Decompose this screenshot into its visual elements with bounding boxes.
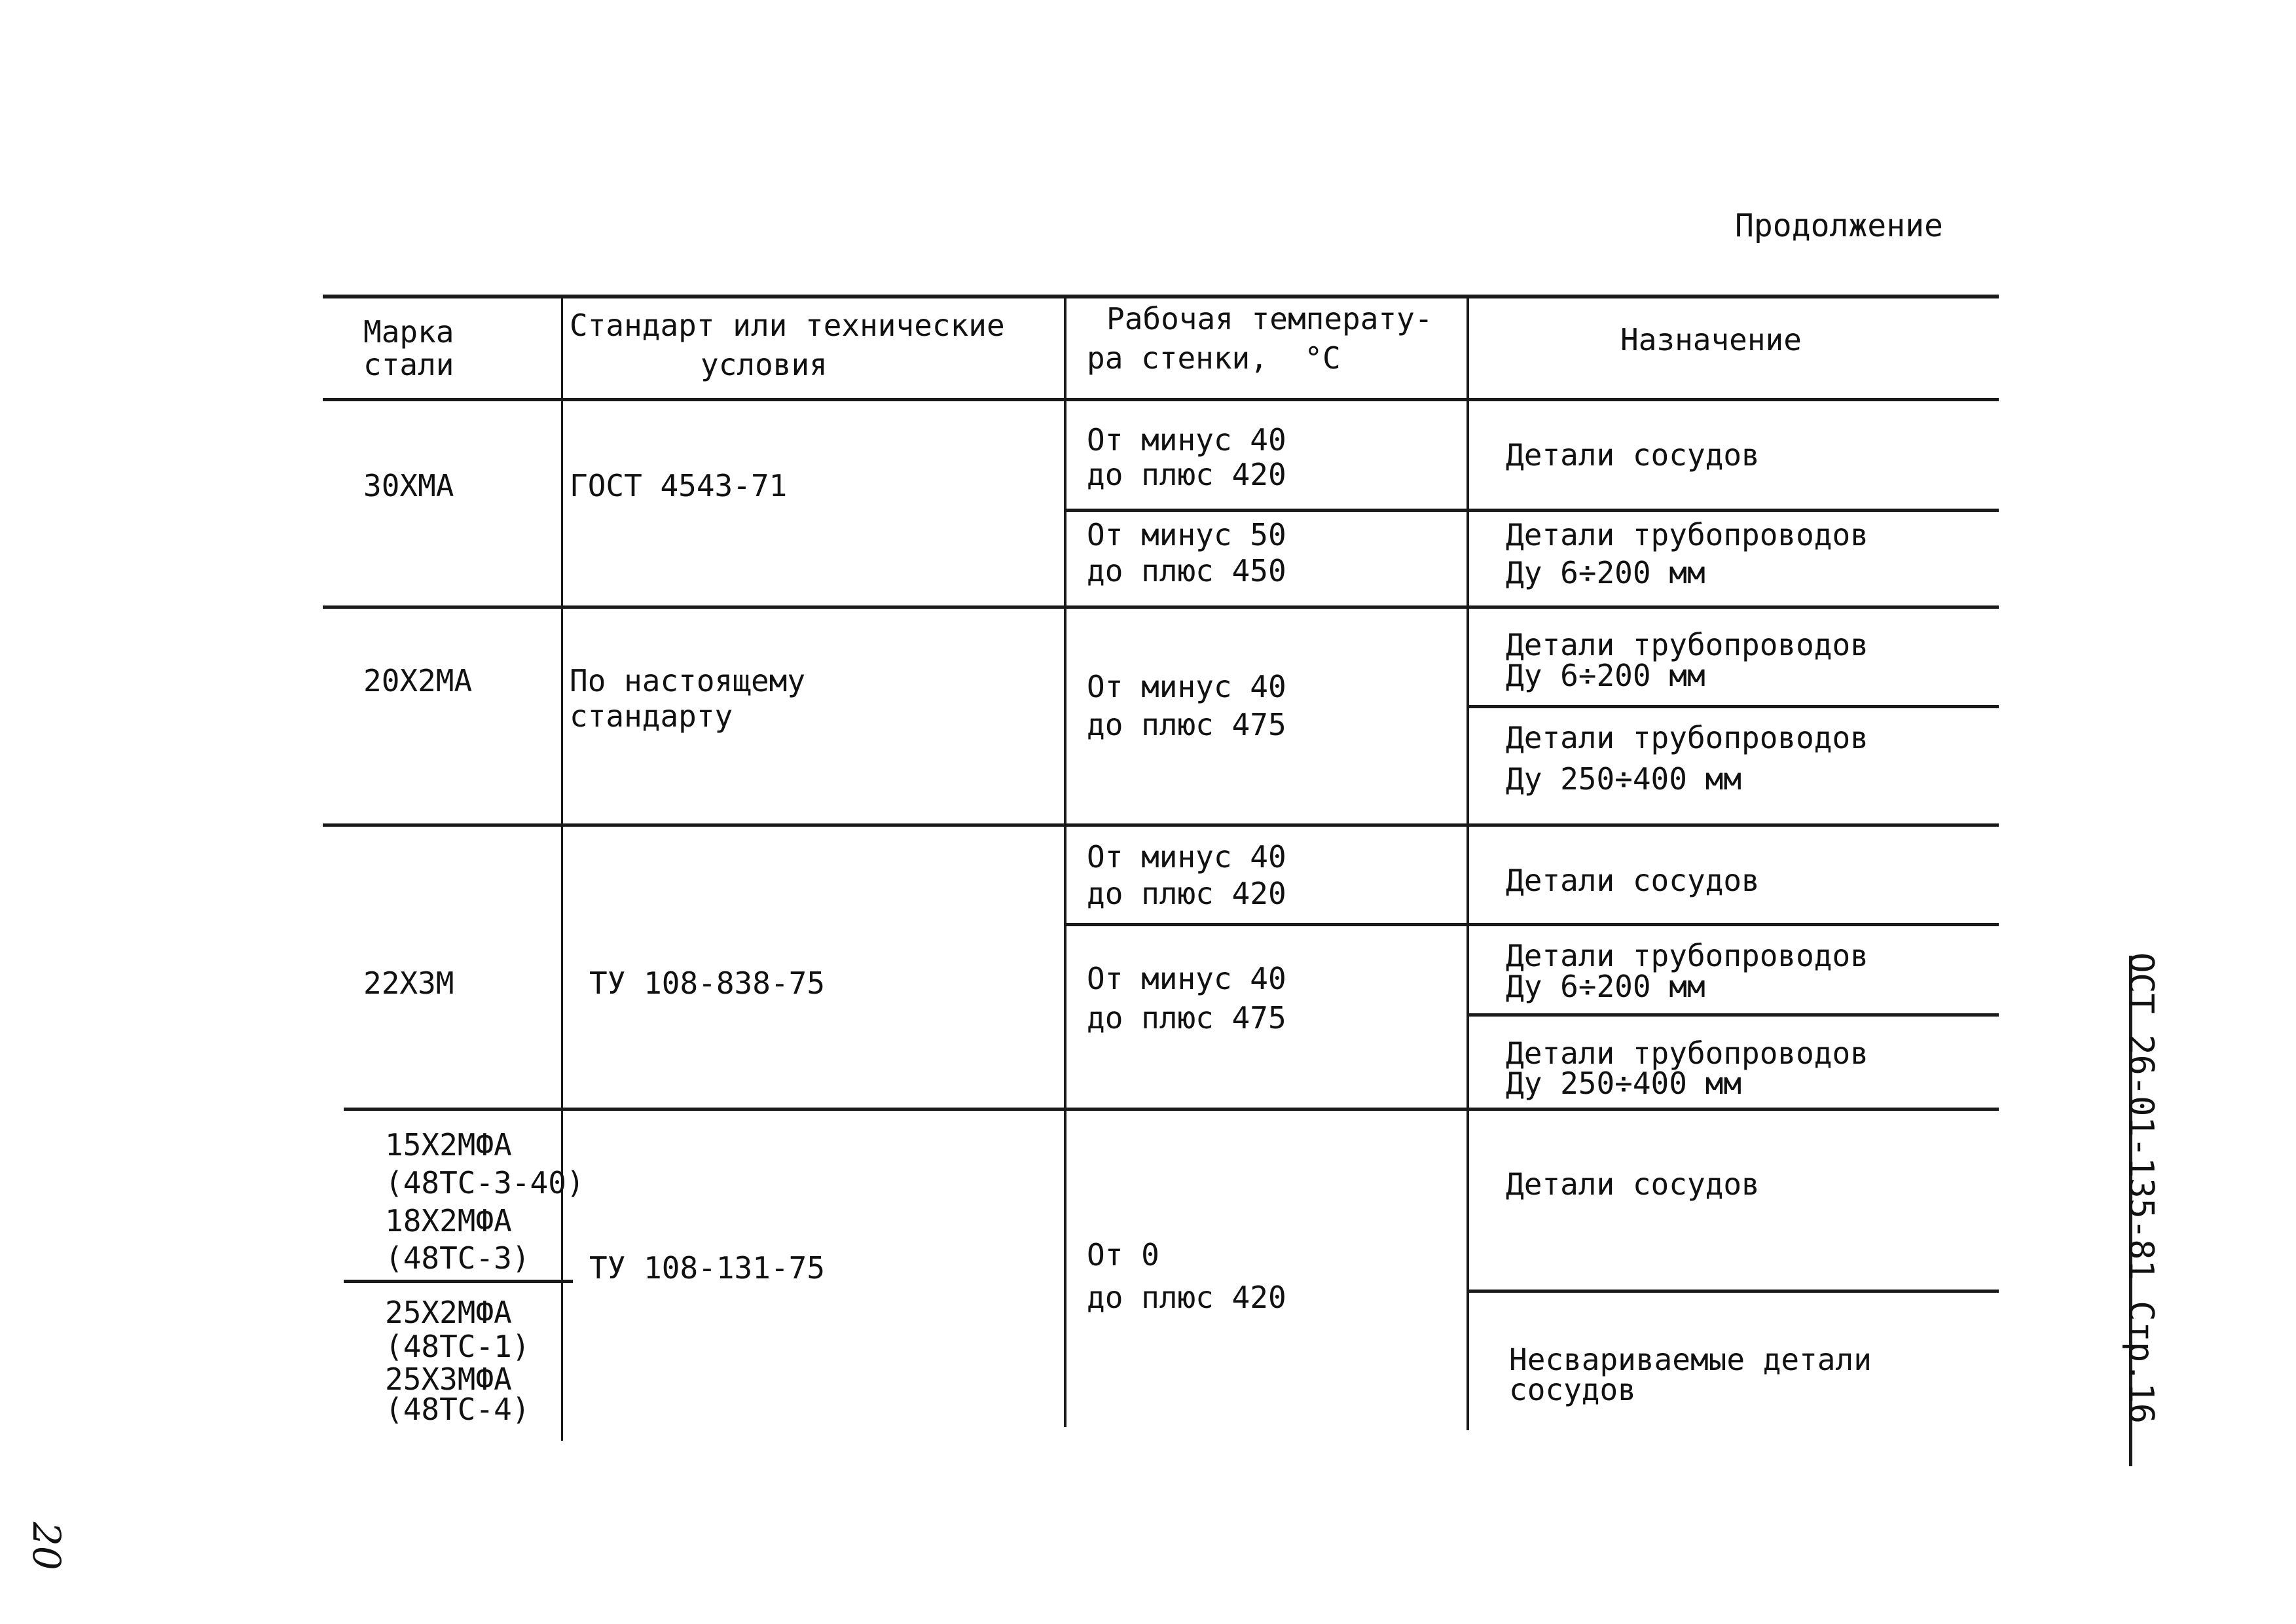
purpose-g2-r1-line2: Ду 6÷200 мм: [1506, 658, 1705, 693]
standard-tu-108-838: ТУ 108-838-75: [589, 965, 826, 1001]
temp-g2-line2: до плюс 475: [1087, 707, 1286, 742]
handwritten-mark: 20: [24, 1522, 69, 1570]
purpose-g1-r2-line2: Ду 6÷200 мм: [1506, 555, 1705, 590]
header-purpose: Назначение: [1620, 322, 1802, 357]
purpose-g3-r2-line2: Ду 6÷200 мм: [1506, 969, 1705, 1004]
standard-gost-4543: ГОСТ 4543-71: [570, 468, 788, 503]
purpose-g1-r2-line1: Детали трубопроводов: [1506, 517, 1868, 552]
grade-25h3mfa: 25Х3МФА: [385, 1362, 512, 1397]
purpose-g3-r2-line1: Детали трубопроводов: [1506, 938, 1868, 973]
temp-g1-r2-line1: От минус 50: [1087, 517, 1286, 552]
grade-20h2ma: 20Х2МА: [363, 663, 473, 698]
temp-g1-r1-line2: до плюс 420: [1087, 457, 1286, 492]
standard-tu-108-131: ТУ 108-131-75: [589, 1250, 826, 1286]
header-standard-line2: условия: [701, 347, 828, 382]
header-temperature-line1: Рабочая температу-: [1106, 301, 1433, 336]
rule-g1-temp-split: [1064, 509, 1999, 512]
header-standard-line1: Стандарт или технические: [570, 308, 1005, 343]
purpose-g2-r2-line1: Детали трубопроводов: [1506, 720, 1868, 755]
side-code: ОСТ 26-01-135-81 Стр.16: [2121, 952, 2160, 1424]
rule-top: [323, 295, 1999, 298]
grade-15h2mfa: 15Х2МФА: [385, 1127, 512, 1163]
purpose-g2-r2-line2: Ду 250÷400 мм: [1506, 761, 1742, 797]
temp-g1-r2-line2: до плюс 450: [1087, 553, 1286, 588]
continuation-label: Продолжение: [1735, 208, 1943, 244]
rule-col2: [1064, 295, 1066, 1427]
grade-25h2mfa: 25Х2МФА: [385, 1295, 512, 1330]
grade-48ts-4: (48ТС-4): [385, 1392, 530, 1427]
rule-header-bottom: [323, 398, 1999, 401]
header-temperature-line2: ра стенки, °C: [1087, 340, 1341, 376]
rule-g3-bottom: [344, 1108, 1999, 1111]
purpose-g3-r1: Детали сосудов: [1506, 863, 1760, 898]
temp-g4-line2: до плюс 420: [1087, 1280, 1286, 1315]
purpose-g4-r2-line2: сосудов: [1509, 1372, 1636, 1407]
rule-g2-bottom: [323, 823, 1999, 827]
rule-col1: [561, 298, 563, 1441]
rule-g4-purpose-split: [1467, 1290, 1999, 1293]
rule-g2-purpose-split: [1467, 705, 1999, 708]
rule-g3-temp-split: [1064, 923, 1999, 926]
temp-g1-r1-line1: От минус 40: [1087, 422, 1286, 458]
grade-18h2mfa: 18Х2МФА: [385, 1203, 512, 1238]
standard-this-standard: По настоящему стандарту: [570, 663, 806, 734]
purpose-g1-r1: Детали сосудов: [1506, 437, 1760, 473]
grade-48ts-3-40: (48ТС-3-40): [385, 1165, 585, 1200]
purpose-g3-r3-line1: Детали трубопроводов: [1506, 1036, 1868, 1071]
purpose-g4-r1: Детали сосудов: [1506, 1166, 1760, 1202]
header-grade-line2: стали: [363, 347, 454, 382]
grade-30hma: 30ХМА: [363, 468, 454, 503]
purpose-g3-r3-line2: Ду 250÷400 мм: [1506, 1066, 1742, 1101]
purpose-g4-r2-line1: Несвариваемые детали: [1509, 1342, 1872, 1377]
temp-g3-r1-line1: От минус 40: [1087, 839, 1286, 875]
temp-g4-line1: От 0: [1087, 1237, 1159, 1272]
grade-22h3m: 22Х3М: [363, 965, 454, 1001]
rule-g1-bottom: [323, 605, 1999, 609]
purpose-g2-r1-line1: Детали трубопроводов: [1506, 627, 1868, 662]
temp-g2-line1: От минус 40: [1087, 669, 1286, 704]
temp-g3-r2-line1: От минус 40: [1087, 961, 1286, 996]
grade-48ts-3: (48ТС-3): [385, 1240, 530, 1276]
rule-g4-grade-split: [344, 1280, 573, 1283]
temp-g3-r2-line2: до плюс 475: [1087, 1000, 1286, 1036]
rule-col3: [1467, 295, 1469, 1430]
temp-g3-r1-line2: до плюс 420: [1087, 876, 1286, 911]
rule-g3-purpose-split: [1467, 1013, 1999, 1017]
header-grade-line1: Марка: [363, 314, 454, 350]
grade-48ts-1: (48ТС-1): [385, 1329, 530, 1364]
